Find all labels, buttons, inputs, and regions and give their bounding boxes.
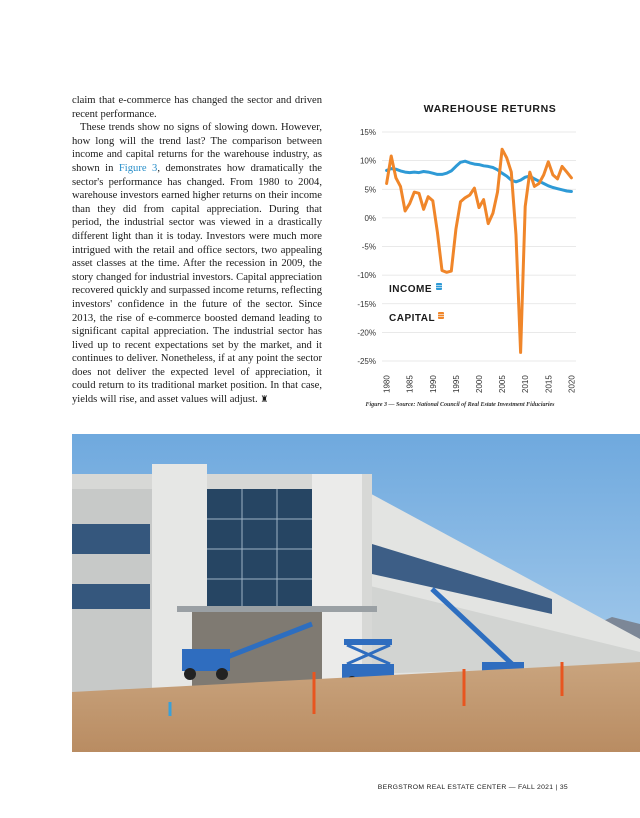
paragraph-2 xyxy=(72,121,322,406)
x-tick-label: 2015 xyxy=(544,375,554,393)
legend-income-label: INCOME xyxy=(389,284,432,295)
y-tick-label: -10% xyxy=(357,271,376,281)
y-tick-label: -5% xyxy=(361,242,376,252)
y-tick-label: 0% xyxy=(364,213,376,223)
legend-income-swatch-icon xyxy=(436,283,442,290)
page-footer xyxy=(378,784,568,791)
y-tick-labels xyxy=(357,128,376,366)
x-tick-label: 1980 xyxy=(382,375,392,393)
paragraph-2-part-a: These trends show no signs of slowing down. However, how long will the trend last? The comparison between income and capital returns for the warehouse industry, as shown in xyxy=(72,122,322,174)
page-number: 35 xyxy=(559,784,568,791)
y-tick-label: 10% xyxy=(359,156,376,166)
figure-3-link[interactable]: Figure 3 xyxy=(118,162,158,174)
warehouse-photo-illustration xyxy=(72,434,640,752)
legend-capital-label: CAPITAL xyxy=(389,313,436,324)
y-tick-label: 15% xyxy=(359,128,376,137)
paragraph-1: claim that e-commerce has changed the sector and driven recent performance. xyxy=(72,95,322,120)
legend-capital-swatch-icon xyxy=(438,312,444,319)
publication-name: BERGSTROM REAL ESTATE CENTER — FALL 2021 xyxy=(377,784,554,791)
y-tick-label: -25% xyxy=(357,357,376,366)
x-tick-label: 1990 xyxy=(428,375,438,393)
x-tick-label: 2000 xyxy=(475,375,484,393)
x-tick-label: 2005 xyxy=(498,375,508,393)
footer-separator: | xyxy=(555,784,558,791)
y-tick-label: 5% xyxy=(364,185,376,195)
x-tick-label: 1985 xyxy=(405,375,415,393)
warehouse-construction-photo xyxy=(72,434,640,752)
chart-title: WAREHOUSE RETURNS xyxy=(423,103,557,115)
warehouse-returns-chart xyxy=(340,118,590,402)
figure-caption: Figure 3 — Source: National Council of Real Estate Investment Fiduciaries xyxy=(365,402,555,408)
article-body xyxy=(72,94,322,407)
x-tick-label: 2020 xyxy=(567,375,577,393)
end-mark-icon: ♜ xyxy=(260,394,269,405)
x-tick-label: 2010 xyxy=(521,375,531,393)
y-tick-label: -20% xyxy=(357,328,376,338)
y-tick-label: -15% xyxy=(357,299,376,309)
paragraph-2-part-b: , demonstrates how dramatically the sector's performance has changed. From 1980 to 2004, warehouse investors earned higher returns on their income than they did from capital appreciation. During that period, the industrial sector was viewed in a drastically different light than it is today. Investors were much more intrigued with the retail and office sectors, two appealing asset classes at the time. After the recession in 2009, the story changed for industrial investors. Capital appreciation recovered quickly and surpassed income returns, reflecting investors' confidence in the future of the sector. Since 2013, the rise of e-commerce boosted demand leading to significant capital appreciation. The industrial sector has lived up to recent expectations set by the market, and it continues to deliver. Nonetheless, if at any point the sector does not deliver the expected level of appreciation, it could return to its traditional market position. In that case, yields will rise, and asset values will adjust. xyxy=(72,162,322,406)
x-tick-labels xyxy=(383,375,577,393)
x-tick-label: 1995 xyxy=(451,375,461,393)
